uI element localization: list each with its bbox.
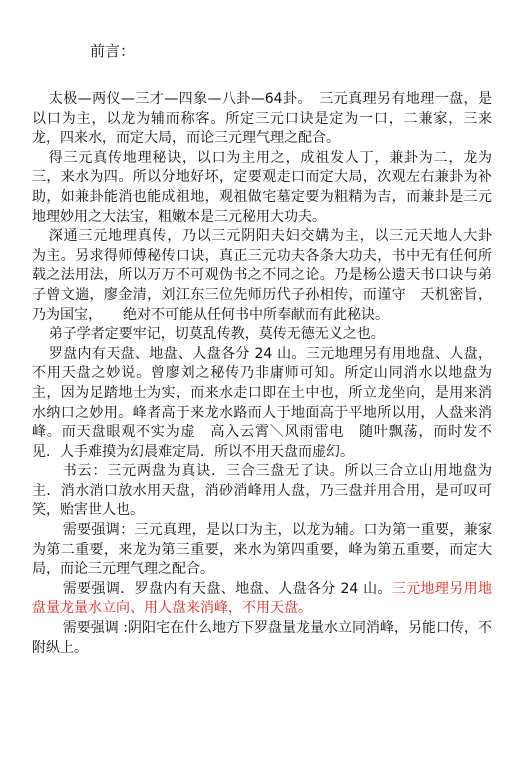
paragraph xyxy=(32,345,492,463)
paragraph-text: 太极—两仪—三才—四象—八卦—64卦。 三元真理另有地理一盘，是以口为主，以龙为辅而称客。所定三元口诀是定为一口，二兼家，三来龙，四来水，而定大局，而论三元理气理之配合。 xyxy=(32,91,492,147)
paragraph-text: 需要强调．罗盘内有天盘、地盘、人盘各分 24 山。 xyxy=(62,580,392,597)
paragraph-text: 深通三元地理真传，乃以三元阴阳夫妇交媾为主，以三元天地人大卦 为主。另求得师傅秘传口诀，真正三元功夫各条大功夫，书中无有任何所载之法用法，所以万万不可观伪书之不同之论。乃是杨公遗天书口诀与弟子曾文遄，廖金清，刘江东三位先师历代子孙相传，而谨守 天机密旨，乃为国宝， 绝对不可能从任何书中所奉献而有此秘诀。 xyxy=(32,228,506,323)
page-title: 前言： xyxy=(90,42,136,60)
highlighted-text: 三元地理另用地盘量龙量水立向、用人盘来消峰，不用天盘。 xyxy=(32,580,492,617)
paragraph-text: 弟子学者定要牢记，切莫乱传教，莫传无德无义之也。 xyxy=(48,326,385,343)
paragraph xyxy=(32,325,492,345)
paragraph xyxy=(32,462,506,521)
paragraph xyxy=(32,227,506,325)
paragraph-text: 得三元真传地理秘诀，以口为主用之，成祖发人丁，兼卦为二，龙为三，来水为四。所以分地好坏，定要观走口而定大局，次观左右兼卦为补助，如兼卦能消也能成祖地，观祖做宅墓定要为粗精为吉，而兼卦是三元地理妙用之大法宝，粗嫩本是三元秘用大功夫。 xyxy=(32,149,492,225)
document-body xyxy=(32,90,506,658)
paragraph-text: 需要强调 :阴阳宅在什么地方下罗盘量龙量水立同消峰，另能口传，不附纵上。 xyxy=(32,620,492,656)
paragraph xyxy=(32,521,506,580)
paragraph-text: 需要强调：三元真理，是以口为主，以龙为辅。口为第一重要，兼家 为第二重要，来龙为第三重要，来水为第四重要，峰为第五重要，而定大局，而论三元理气理之配合。 xyxy=(32,522,506,578)
paragraph-text: 罗盘内有天盘、地盘、人盘各分 24 山。三元地理另有用地盘、人盘，不用天盘之妙说。曾廖刘之秘传乃非庸师可知。所定山同消水以地盘为主，因为足踏地士为实，而来水走口即在土中也，所立龙坐向，是用来消水纳口之妙用。峰者高于来龙水路而人于地面高于平地所以用，人盘来消峰。而天盘眼观不实为虚 高入云霄＼风雨雷电 随叶飘荡，而时发不见．人手难摸为幻晨难定局．所以不用天盘而虚幻。 xyxy=(32,345,492,460)
paragraph xyxy=(32,90,492,149)
paragraph xyxy=(32,149,492,227)
paragraph-text: 书云：三元两盘为真诀．三合三盘无了诀。所以三合立山用地盘为 主．消水消口放水用天盘，消砂消峰用人盘，乃三盘并用合用，是可叹可笑，贻害世人也。 xyxy=(32,463,506,519)
paragraph xyxy=(32,580,492,619)
paragraph xyxy=(32,619,492,658)
